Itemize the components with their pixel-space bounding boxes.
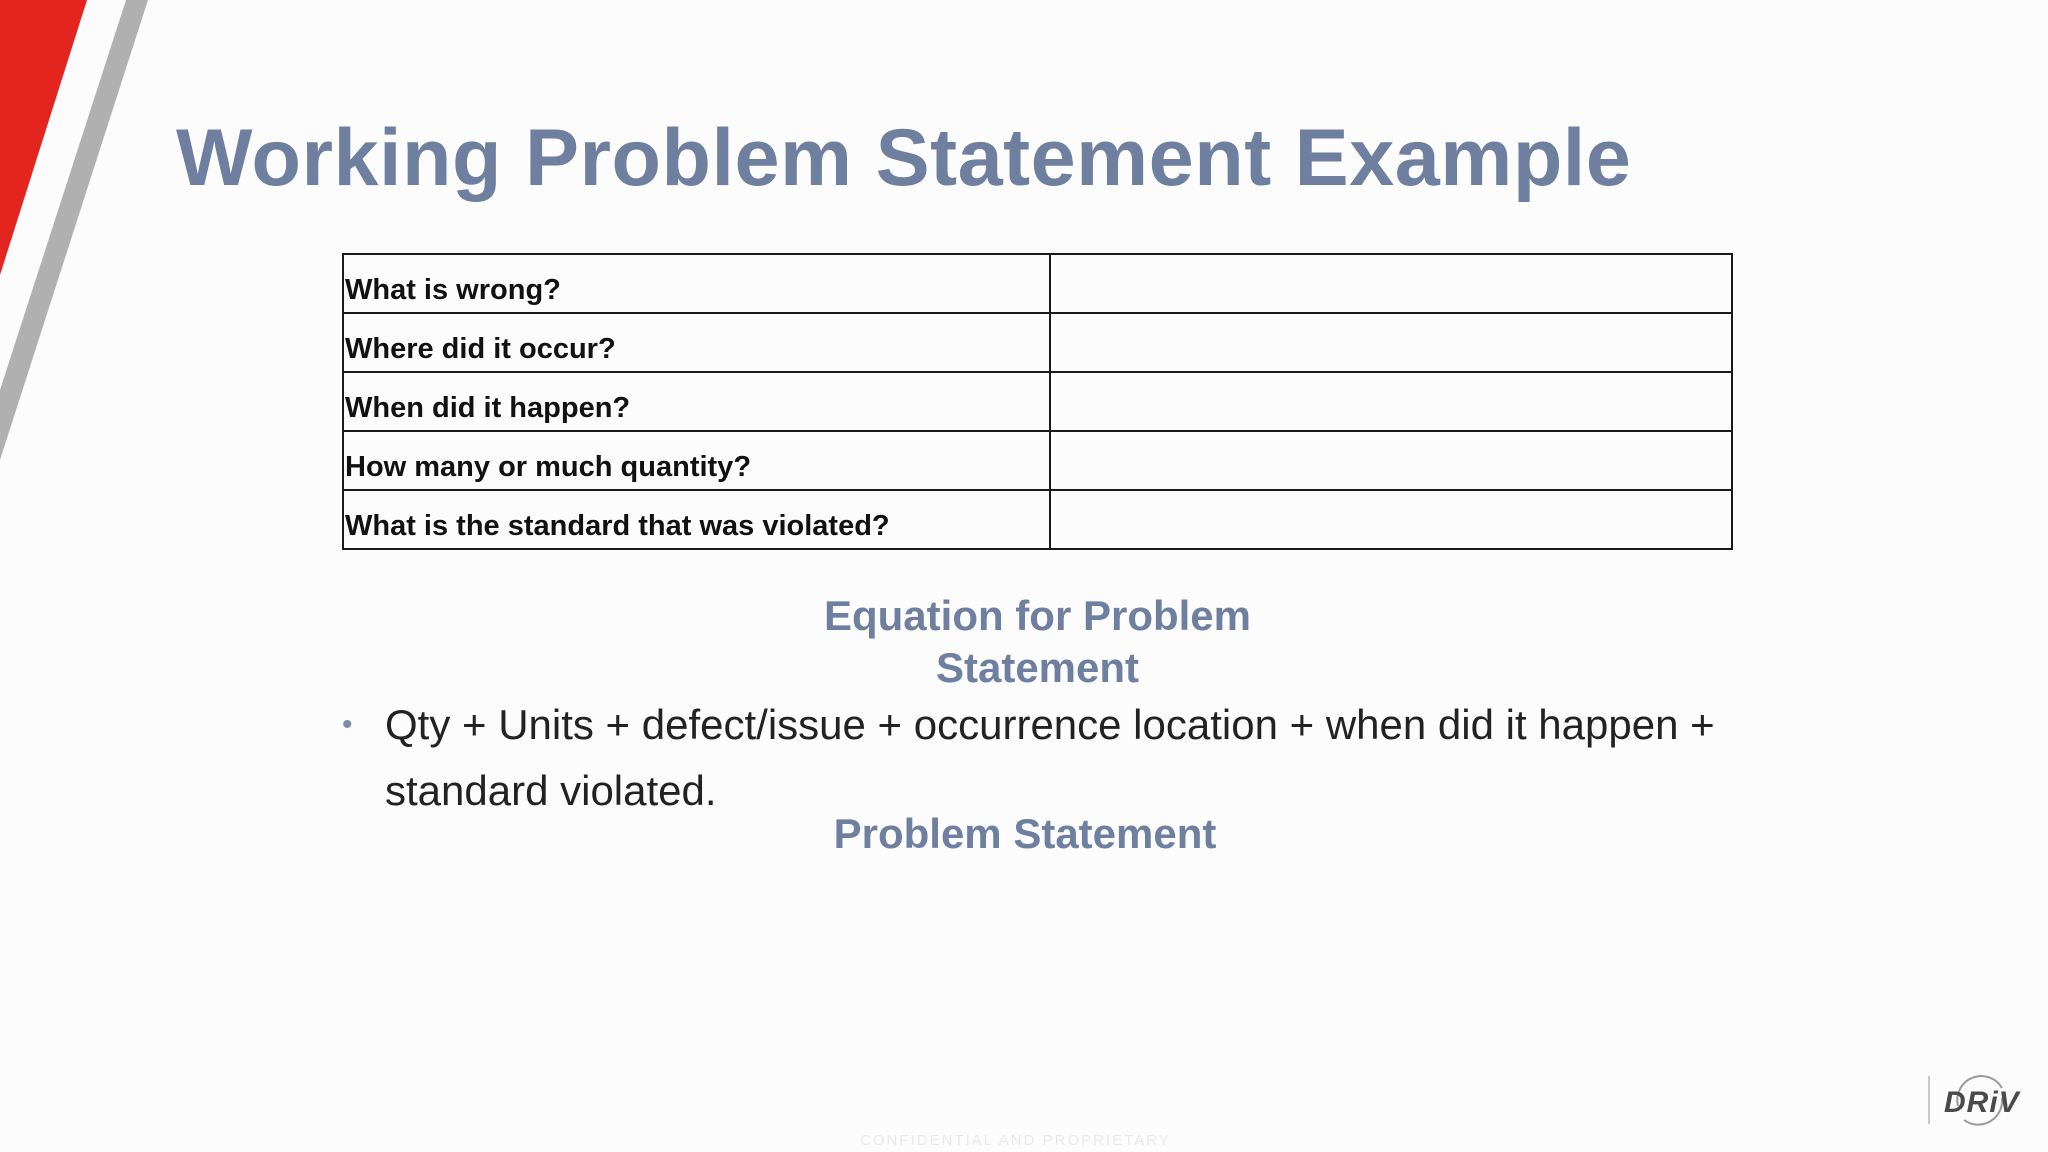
problem-questions-table [342,253,1733,550]
table-row [343,431,1732,490]
equation-bullet [342,692,1762,824]
question-cell: Where did it occur? [343,313,1050,372]
logo-divider [1928,1076,1930,1124]
table-row [343,372,1732,431]
red-accent-stripe [0,0,87,275]
question-cell: What is wrong? [343,254,1050,313]
table-row [343,490,1732,549]
slide-title: Working Problem Statement Example [176,113,1632,203]
bullet-icon: • [342,708,353,741]
answer-cell [1050,431,1732,490]
answer-cell [1050,313,1732,372]
answer-cell [1050,254,1732,313]
equation-heading [780,590,1295,694]
equation-heading-line2: Statement [935,644,1140,691]
driv-logo [1928,1068,2028,1132]
equation-text: Qty + Units + defect/issue + occurrence location + when did it happen + standard violated. [385,701,1715,814]
table-row [343,254,1732,313]
question-cell: When did it happen? [343,372,1050,431]
confidential-footer: CONFIDENTIAL AND PROPRIETARY [860,1132,1171,1149]
equation-heading-line1: Equation for Problem [823,592,1251,639]
question-cell: How many or much quantity? [343,431,1050,490]
answer-cell [1050,372,1732,431]
logo-text: DRiV [1944,1086,2020,1119]
table-row [343,313,1732,372]
corner-accent-stripes [0,0,160,470]
answer-cell [1050,490,1732,549]
problem-statement-heading: Problem Statement [833,810,1217,857]
question-cell: What is the standard that was violated? [343,490,1050,549]
